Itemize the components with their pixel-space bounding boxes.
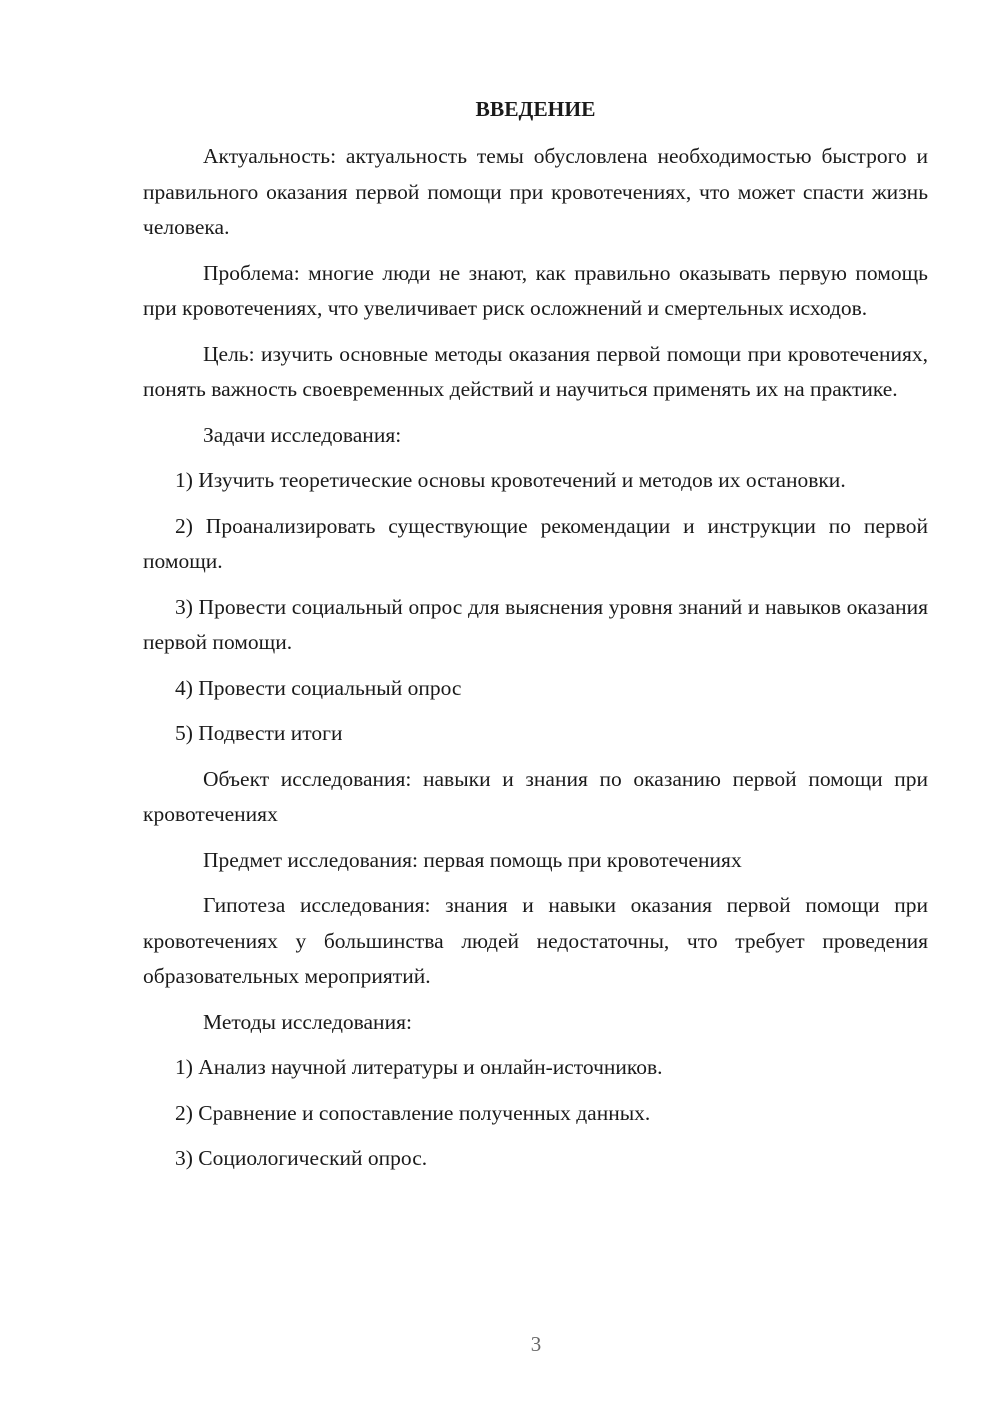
page-number: 3 xyxy=(530,1332,542,1356)
paragraph-goal: Цель: изучить основные методы оказания первой помощи при кровотечениях, понять важность своевременных действий и научиться применять их на практике. xyxy=(143,341,928,401)
method-item: 3) Социологический опрос. xyxy=(175,1146,428,1170)
paragraph-subject: Предмет исследования: первая помощь при кровотечениях xyxy=(203,847,742,872)
paragraph-actuality: Актуальность: актуальность темы обусловлена необходимостью быстрого и правильного оказания первой помощи при кровотечениях, что может спасти жизнь человека. xyxy=(143,144,928,239)
method-item: 1) Анализ научной литературы и онлайн-источников. xyxy=(175,1055,663,1079)
methods-title: Методы исследования: xyxy=(203,1009,412,1034)
section-heading: ВВЕДЕНИЕ xyxy=(475,97,596,121)
paragraph-problem: Проблема: многие люди не знают, как правильно оказывать первую помощь при кровотечениях, что увеличивает риск осложнений и смертельных исходов. xyxy=(143,260,928,320)
paragraph-object: Объект исследования: навыки и знания по оказанию первой помощи при кровотечениях xyxy=(143,766,928,826)
method-item: 2) Сравнение и сопоставление полученных данных. xyxy=(175,1100,651,1125)
task-item: 2) Проанализировать существующие рекомендации и инструкции по первой помощи. xyxy=(143,513,928,573)
document-page xyxy=(143,92,928,1187)
task-item: 3) Провести социальный опрос для выяснения уровня знаний и навыков оказания первой помощи. xyxy=(143,594,928,654)
task-item: 1) Изучить теоретические основы кровотечений и методов их остановки. xyxy=(175,468,846,492)
task-item: 5) Подвести итоги xyxy=(175,721,343,745)
paragraph-hypothesis: Гипотеза исследования: знания и навыки оказания первой помощи при кровотечениях у большинства людей недостаточны, что требует проведения образовательных мероприятий. xyxy=(143,893,928,988)
tasks-title: Задачи исследования: xyxy=(203,422,402,447)
task-item: 4) Провести социальный опрос xyxy=(175,675,462,700)
